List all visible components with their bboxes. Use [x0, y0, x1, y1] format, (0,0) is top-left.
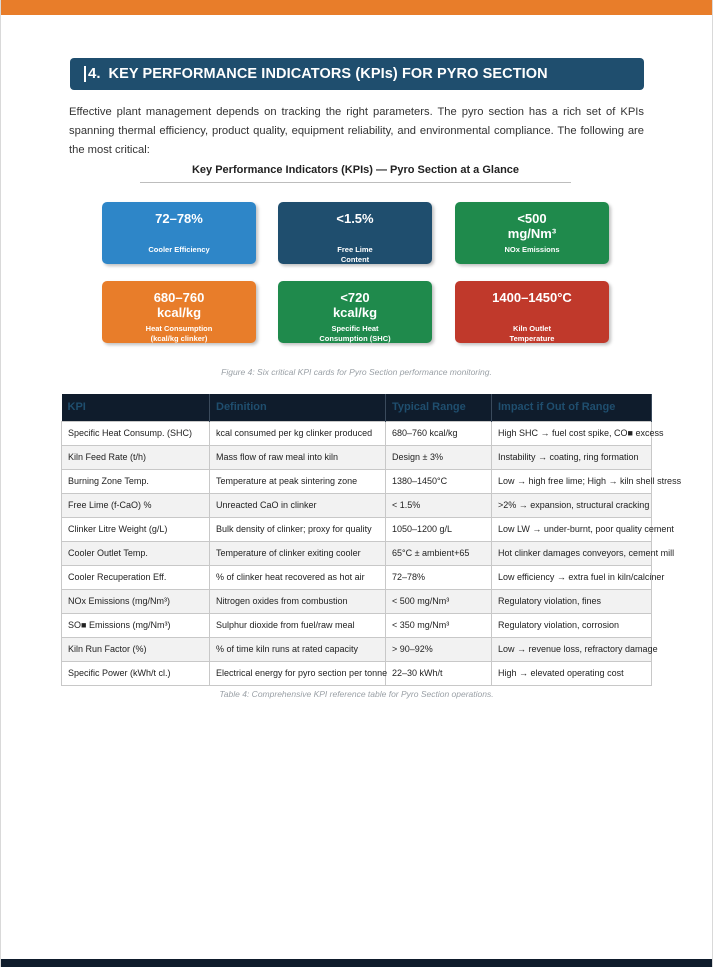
cell-definition: % of clinker heat recovered as hot air [210, 565, 386, 589]
cell-kpi: Specific Power (kWh/t cl.) [62, 661, 210, 685]
cell-range: 72–78% [386, 565, 492, 589]
cell-impact: High → elevated operating cost [492, 661, 652, 685]
cell-impact: Low → high free lime; High → kiln shell stress [492, 469, 652, 493]
cell-impact: Low efficiency → extra fuel in kiln/calciner [492, 565, 652, 589]
cell-definition: Nitrogen oxides from combustion [210, 589, 386, 613]
kpi-card-free-lime [278, 202, 432, 264]
table-row [62, 661, 652, 685]
cell-kpi: Specific Heat Consump. (SHC) [62, 421, 210, 445]
kpi-card-nox [455, 202, 609, 264]
intro-paragraph: Effective plant management depends on tracking the right parameters. The pyro section has a rich set of KPIs spanning thermal efficiency, product quality, equipment reliability, and environmental compliance. The following are the most critical: [69, 106, 644, 156]
cell-definition: Bulk density of clinker; proxy for quality [210, 517, 386, 541]
section-title: KEY PERFORMANCE INDICATORS (KPIs) FOR PYRO SECTION [108, 66, 548, 82]
header-typical-range: Typical Range [386, 394, 492, 421]
cell-kpi: Cooler Recuperation Eff. [62, 565, 210, 589]
header-impact: Impact if Out of Range [492, 394, 652, 421]
cell-range: 22–30 kWh/t [386, 661, 492, 685]
cell-impact: Low → revenue loss, refractory damage [492, 637, 652, 661]
top-accent-bar [0, 0, 713, 15]
kpi-card-value: 72–78% [155, 211, 203, 226]
cell-impact: Hot clinker damages conveyors, cement mill [492, 541, 652, 565]
cell-impact: Regulatory violation, corrosion [492, 613, 652, 637]
kpi-card-value: <500 mg/Nm³ [507, 211, 557, 241]
table-row [62, 469, 652, 493]
cell-range: 1380–1450°C [386, 469, 492, 493]
cell-kpi: SO■ Emissions (mg/Nm³) [62, 613, 210, 637]
cell-kpi: Cooler Outlet Temp. [62, 541, 210, 565]
cell-range: > 90–92% [386, 637, 492, 661]
cell-kpi: Free Lime (f-CaO) % [62, 493, 210, 517]
cell-range: < 500 mg/Nm³ [386, 589, 492, 613]
section-number: 4. [84, 66, 101, 82]
kpi-card-label: Kiln Outlet Temperature [509, 324, 555, 343]
header-definition: Definition [210, 394, 386, 421]
table-row [62, 517, 652, 541]
kpi-card-label: Specific Heat Consumption (SHC) [319, 324, 391, 343]
kpi-card-label: NOx Emissions [504, 245, 560, 254]
cell-impact: >2% → expansion, structural cracking [492, 493, 652, 517]
kpi-card-label: Cooler Efficiency [148, 245, 210, 254]
table-row [62, 637, 652, 661]
kpi-card-value: 680–760 kcal/kg [153, 290, 205, 320]
table-row [62, 589, 652, 613]
kpi-card-cooler-efficiency [102, 202, 256, 264]
table-row [62, 565, 652, 589]
cell-impact: Regulatory violation, fines [492, 589, 652, 613]
cell-impact: High SHC → fuel cost spike, CO■ excess [492, 421, 652, 445]
cell-definition: Temperature of clinker exiting cooler [210, 541, 386, 565]
cell-definition: % of time kiln runs at rated capacity [210, 637, 386, 661]
cell-kpi: Burning Zone Temp. [62, 469, 210, 493]
table-row [62, 445, 652, 469]
kpi-card-label: Free Lime Content [337, 245, 373, 264]
cell-kpi: Kiln Feed Rate (t/h) [62, 445, 210, 469]
table-header-row [62, 394, 652, 421]
cell-definition: kcal consumed per kg clinker produced [210, 421, 386, 445]
table-caption: Table 4: Comprehensive KPI reference table for Pyro Section operations. [219, 689, 494, 699]
section-header [70, 58, 644, 90]
kpi-card-label: Heat Consumption (kcal/kg clinker) [145, 324, 213, 343]
cell-range: Design ± 3% [386, 445, 492, 469]
table-row [62, 493, 652, 517]
cell-definition: Electrical energy for pyro section per tonne [210, 661, 386, 685]
cell-impact: Low LW → under-burnt, poor quality cement [492, 517, 652, 541]
cell-range: 1050–1200 g/L [386, 517, 492, 541]
table-row [62, 613, 652, 637]
kpi-card-heat-consumption [102, 281, 256, 343]
kpi-reference-table [61, 394, 682, 686]
kpi-card-value: <720 kcal/kg [332, 290, 378, 320]
kpi-card-value: 1400–1450°C [492, 290, 572, 305]
table-row [62, 541, 652, 565]
cell-kpi: Clinker Litre Weight (g/L) [62, 517, 210, 541]
cell-range: < 1.5% [386, 493, 492, 517]
table-row [62, 421, 652, 445]
header-kpi: KPI [62, 394, 210, 421]
cell-definition: Mass flow of raw meal into kiln [210, 445, 386, 469]
cell-kpi: Kiln Run Factor (%) [62, 637, 210, 661]
cell-range: 680–760 kcal/kg [386, 421, 492, 445]
figure-caption: Figure 4: Six critical KPI cards for Pyro Section performance monitoring. [221, 367, 492, 377]
cell-definition: Unreacted CaO in clinker [210, 493, 386, 517]
kpi-card-value: <1.5% [336, 211, 374, 226]
bottom-accent-bar [0, 959, 713, 967]
cell-kpi: NOx Emissions (mg/Nm³) [62, 589, 210, 613]
cell-impact: Instability → coating, ring formation [492, 445, 652, 469]
cell-definition: Temperature at peak sintering zone [210, 469, 386, 493]
cell-range: < 350 mg/Nm³ [386, 613, 492, 637]
cell-definition: Sulphur dioxide from fuel/raw meal [210, 613, 386, 637]
kpi-card-shc [278, 281, 432, 343]
kpi-card-kiln-outlet-temp [455, 281, 609, 343]
figure-title: Key Performance Indicators (KPIs) — Pyro Section at a Glance [140, 164, 571, 183]
cell-range: 65°C ± ambient+65 [386, 541, 492, 565]
